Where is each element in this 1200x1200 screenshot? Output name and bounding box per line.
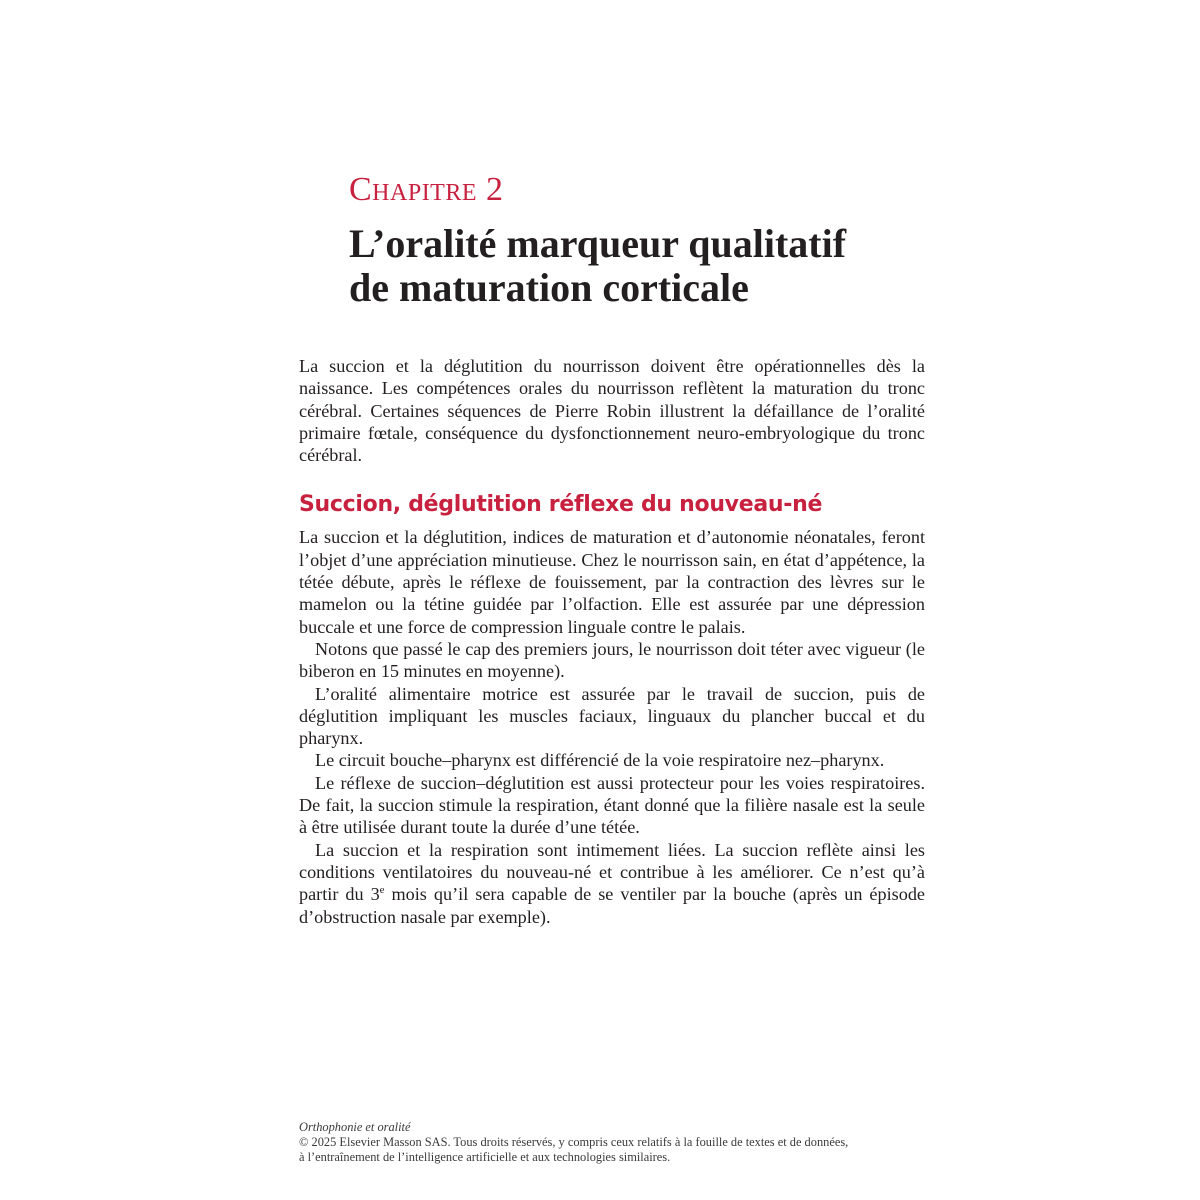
body-paragraph: L’oralité alimentaire motrice est assurée par le travail de succion, puis de déglutition impliquant les muscles faciaux, linguaux du plancher buccal et du pharynx. [299, 683, 925, 749]
chapter-content [299, 355, 925, 928]
body-paragraph: Le réflexe de succion–déglutition est aussi protecteur pour les voies respiratoires. De fait, la succion stimule la respiration, étant donné que la filière nasale est la seule à être utilisée durant toute la durée d’une tétée. [299, 772, 925, 838]
page-footer [299, 1120, 919, 1165]
text-segment: mois qu’il sera capable de se ventiler par la bouche (après un épisode d’obstruction nasale par exemple). [299, 884, 925, 927]
chapter-title [349, 222, 949, 310]
chapter-label: Chapitre 2 [349, 171, 504, 208]
copyright-line-2: à l’entraînement de l’intelligence artificielle et aux technologies similaires. [299, 1150, 671, 1164]
copyright-line-1: © 2025 Elsevier Masson SAS. Tous droits réservés, y compris ceux relatifs à la fouille de textes et de données, [299, 1135, 849, 1149]
text-segment: La succion et la respiration sont intimement liées. La succion reflète ainsi les conditions ventilatoires du nouveau-né et contribue à les améliorer. Ce n’est qu’à partir du 3 [299, 839, 925, 905]
body-paragraph: Le circuit bouche–pharynx est différencié de la voie respiratoire nez–pharynx. [315, 750, 885, 771]
chapter-title-line-1: L’oralité marqueur qualitatif [349, 221, 847, 266]
chapter-title-line-2: de maturation corticale [349, 265, 749, 310]
intro-paragraph: La succion et la déglutition du nourrisson doivent être opérationnelles dès la naissance. Les compétences orales du nourrisson reflètent la maturation du tronc cérébral. Certaines séquences de Pierre Robin illustrent la défaillance de l’oralité primaire fœtale, conséquence du dysfonctionnement neuro-embryologique du tronc cérébral. [299, 356, 925, 466]
body-paragraph-last [299, 839, 925, 928]
superscript: e [379, 884, 385, 897]
body-paragraph: La succion et la déglutition, indices de maturation et d’autonomie néonatales, feront l’objet d’une appréciation minutieuse. Chez le nourrisson sain, en état d’appétence, la tétée débute, après le réflexe de fouissement, par la contraction des lèvres sur le mamelon ou la tétine guidée par l’olfaction. Elle est assurée par une dépression buccale et une force de compression linguale contre le palais. [299, 527, 925, 637]
section-heading: Succion, déglutition réflexe du nouveau-né [299, 492, 823, 518]
book-title: Orthophonie et oralité [299, 1120, 411, 1134]
body-paragraph: Notons que passé le cap des premiers jours, le nourrisson doit téter avec vigueur (le biberon en 15 minutes en moyenne). [299, 638, 925, 682]
